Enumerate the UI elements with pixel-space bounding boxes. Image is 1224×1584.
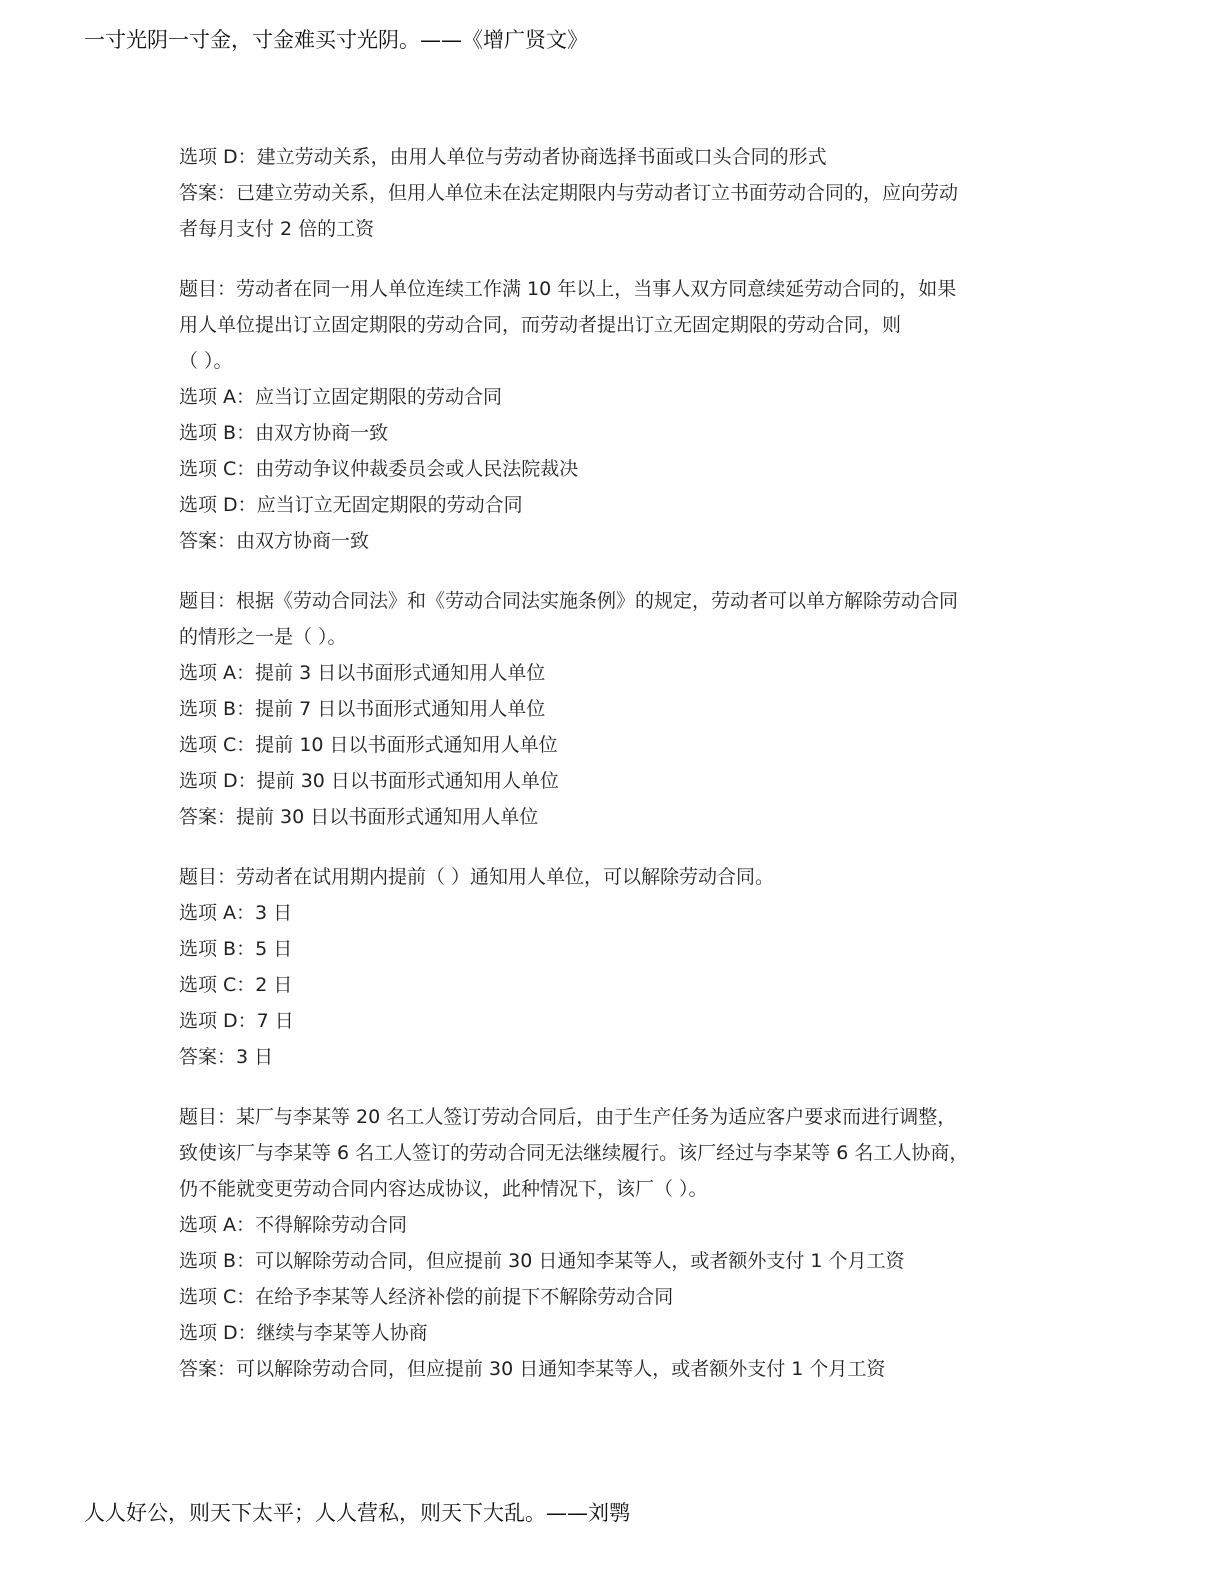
question-line: 的情形之一是（ ）。 [179,626,347,648]
answer-line: 答案：可以解除劳动合同，但应提前 30 日通知李某等人，或者额外支付 1 个月工资 [179,1358,886,1380]
option-d-line: 选项 D：应当订立无固定期限的劳动合同 [179,494,523,516]
option-a-line: 选项 A：提前 3 日以书面形式通知用人单位 [179,662,546,684]
question-line: 题目：根据《劳动合同法》和《劳动合同法实施条例》的规定，劳动者可以单方解除劳动合同 [179,590,959,612]
question-line: 致使该厂与李某等 6 名工人签订的劳动合同无法继续履行。该厂经过与李某等 6 名工人协商， [179,1142,969,1164]
option-d-line: 选项 D：继续与李某等人协商 [179,1322,428,1344]
option-b-line: 选项 B：提前 7 日以书面形式通知用人单位 [179,698,546,720]
option-b-line: 选项 B：5 日 [179,938,293,960]
question-line: 题目：劳动者在试用期内提前（ ）通知用人单位，可以解除劳动合同。 [179,866,775,888]
question-line: 用人单位提出订立固定期限的劳动合同，而劳动者提出订立无固定期限的劳动合同，则 [179,314,902,336]
answer-continuation-line: 者每月支付 2 倍的工资 [179,218,375,240]
question-line: （ ）。 [179,350,233,372]
question-block-4 [179,859,1059,1075]
option-d-line: 选项 D：7 日 [179,1010,294,1032]
option-a-line: 选项 A：3 日 [179,902,293,924]
option-b-line: 选项 B：由双方协商一致 [179,422,389,444]
answer-line: 答案：已建立劳动关系，但用人单位未在法定期限内与劳动者订立书面劳动合同的，应向劳动 [179,182,959,204]
option-c-line: 选项 C：2 日 [179,974,293,996]
question-line: 仍不能就变更劳动合同内容达成协议，此种情况下，该厂（ ）。 [179,1178,708,1200]
question-line: 题目：劳动者在同一用人单位连续工作满 10 年以上，当事人双方同意续延劳动合同的，如果 [179,278,957,300]
footer-quote: 人人好公，则天下太平；人人营私，则天下大乱。——刘鹗 [84,1501,630,1525]
option-b-line: 选项 B：可以解除劳动合同，但应提前 30 日通知李某等人，或者额外支付 1 个月工资 [179,1250,905,1272]
answer-line: 答案：3 日 [179,1046,274,1068]
question-block-2 [179,271,1059,559]
question-block-5 [179,1099,1059,1387]
option-a-line: 选项 A：应当订立固定期限的劳动合同 [179,386,503,408]
question-line: 题目：某厂与李某等 20 名工人签订劳动合同后，由于生产任务为适应客户要求而进行调整， [179,1106,957,1128]
answer-line: 答案：提前 30 日以书面形式通知用人单位 [179,806,539,828]
answer-line: 答案：由双方协商一致 [179,530,370,552]
option-d-line: 选项 D：提前 30 日以书面形式通知用人单位 [179,770,559,792]
option-c-line: 选项 C：提前 10 日以书面形式通知用人单位 [179,734,558,756]
option-c-line: 选项 C：在给予李某等人经济补偿的前提下不解除劳动合同 [179,1286,674,1308]
question-block-1 [179,139,1059,247]
option-d-line: 选项 D：建立劳动关系，由用人单位与劳动者协商选择书面或口头合同的形式 [179,146,827,168]
option-c-line: 选项 C：由劳动争议仲裁委员会或人民法院裁决 [179,458,579,480]
question-block-3 [179,583,1059,835]
quiz-content [179,139,1059,1387]
header-quote: 一寸光阴一寸金，寸金难买寸光阴。——《增广贤文》 [84,28,588,52]
option-a-line: 选项 A：不得解除劳动合同 [179,1214,408,1236]
